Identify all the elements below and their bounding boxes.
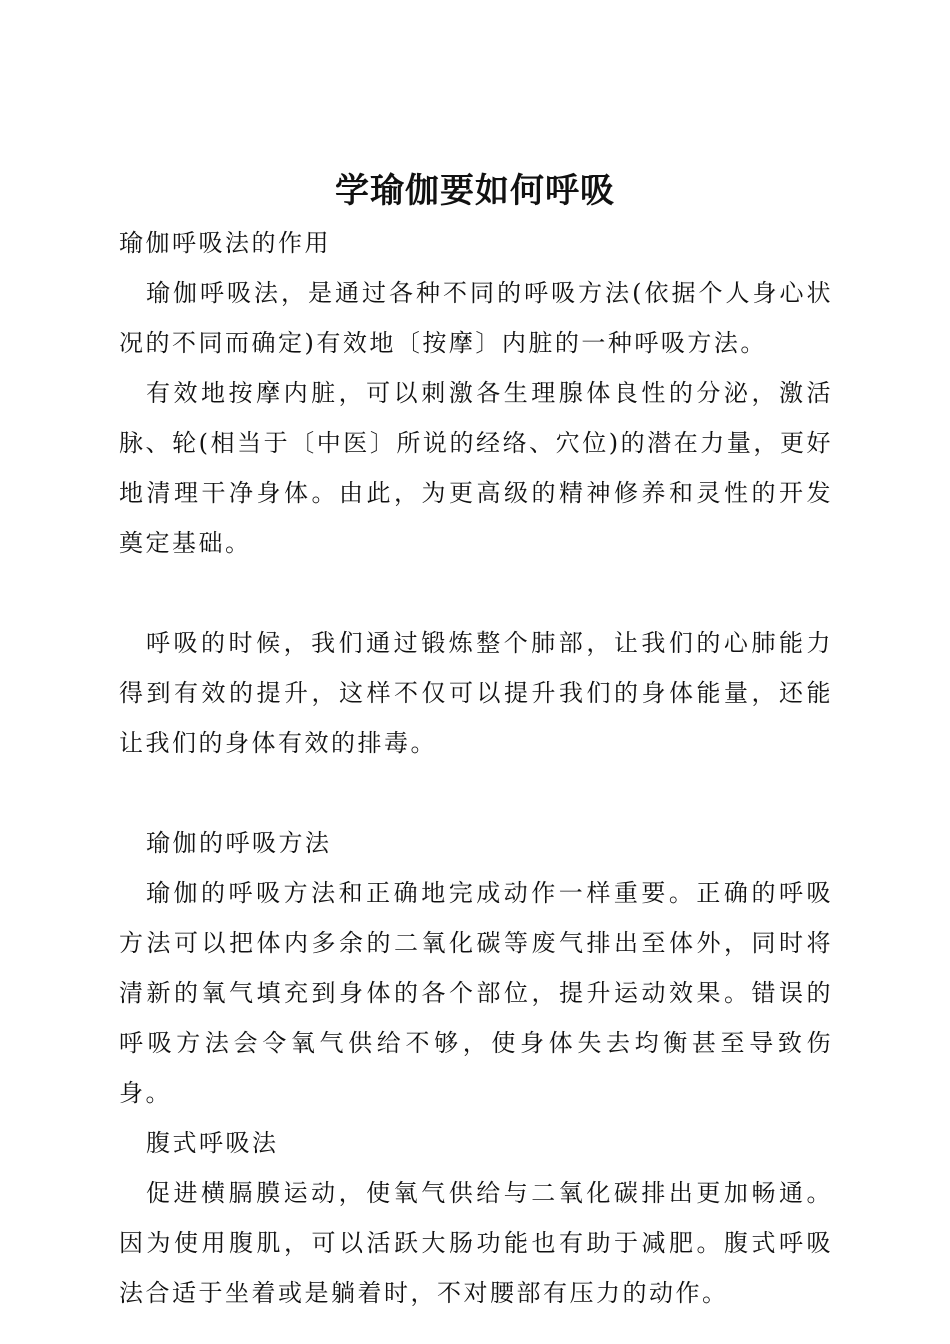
section-heading-abdominal-breathing: 腹式呼吸法 bbox=[146, 1129, 279, 1157]
paragraph-abdominal-breathing: 促进横膈膜运动，使氧气供给与二氧化碳排出更加畅通。因为使用腹肌，可以活跃大肠功能也有助于减肥。腹式呼吸法合适于坐着或是躺着时，不对腰部有压力的动作。 bbox=[119, 1179, 833, 1307]
document-body bbox=[119, 218, 833, 1318]
paragraph-organ-massage: 有效地按摩内脏，可以刺激各生理腺体良性的分泌，激活脉、轮(相当于〔中医〕所说的经络、穴位)的潜在力量，更好地清理干净身体。由此，为更高级的精神修养和灵性的开发奠定基础。 bbox=[119, 379, 833, 557]
paragraph-breathing-definition: 瑜伽呼吸法，是通过各种不同的呼吸方法(依据个人身心状况的不同而确定)有效地〔按摩〕内脏的一种呼吸方法。 bbox=[119, 279, 833, 357]
paragraph-spacer bbox=[119, 768, 833, 818]
section-heading-breathing-purpose: 瑜伽呼吸法的作用 bbox=[119, 229, 331, 257]
section-heading-breathing-methods: 瑜伽的呼吸方法 bbox=[146, 829, 332, 857]
paragraph-breathing-importance: 瑜伽的呼吸方法和正确地完成动作一样重要。正确的呼吸方法可以把体内多余的二氧化碳等废气排出至体外，同时将清新的氧气填充到身体的各个部位，提升运动效果。错误的呼吸方法会令氧气供给不够，使身体失去均衡甚至导致伤身。 bbox=[119, 879, 833, 1107]
paragraph-lung-training: 呼吸的时候，我们通过锻炼整个肺部，让我们的心肺能力得到有效的提升，这样不仅可以提升我们的身体能量，还能让我们的身体有效的排毒。 bbox=[119, 629, 833, 757]
document-title: 学瑜伽要如何呼吸 bbox=[335, 170, 615, 211]
paragraph-spacer bbox=[119, 568, 833, 618]
